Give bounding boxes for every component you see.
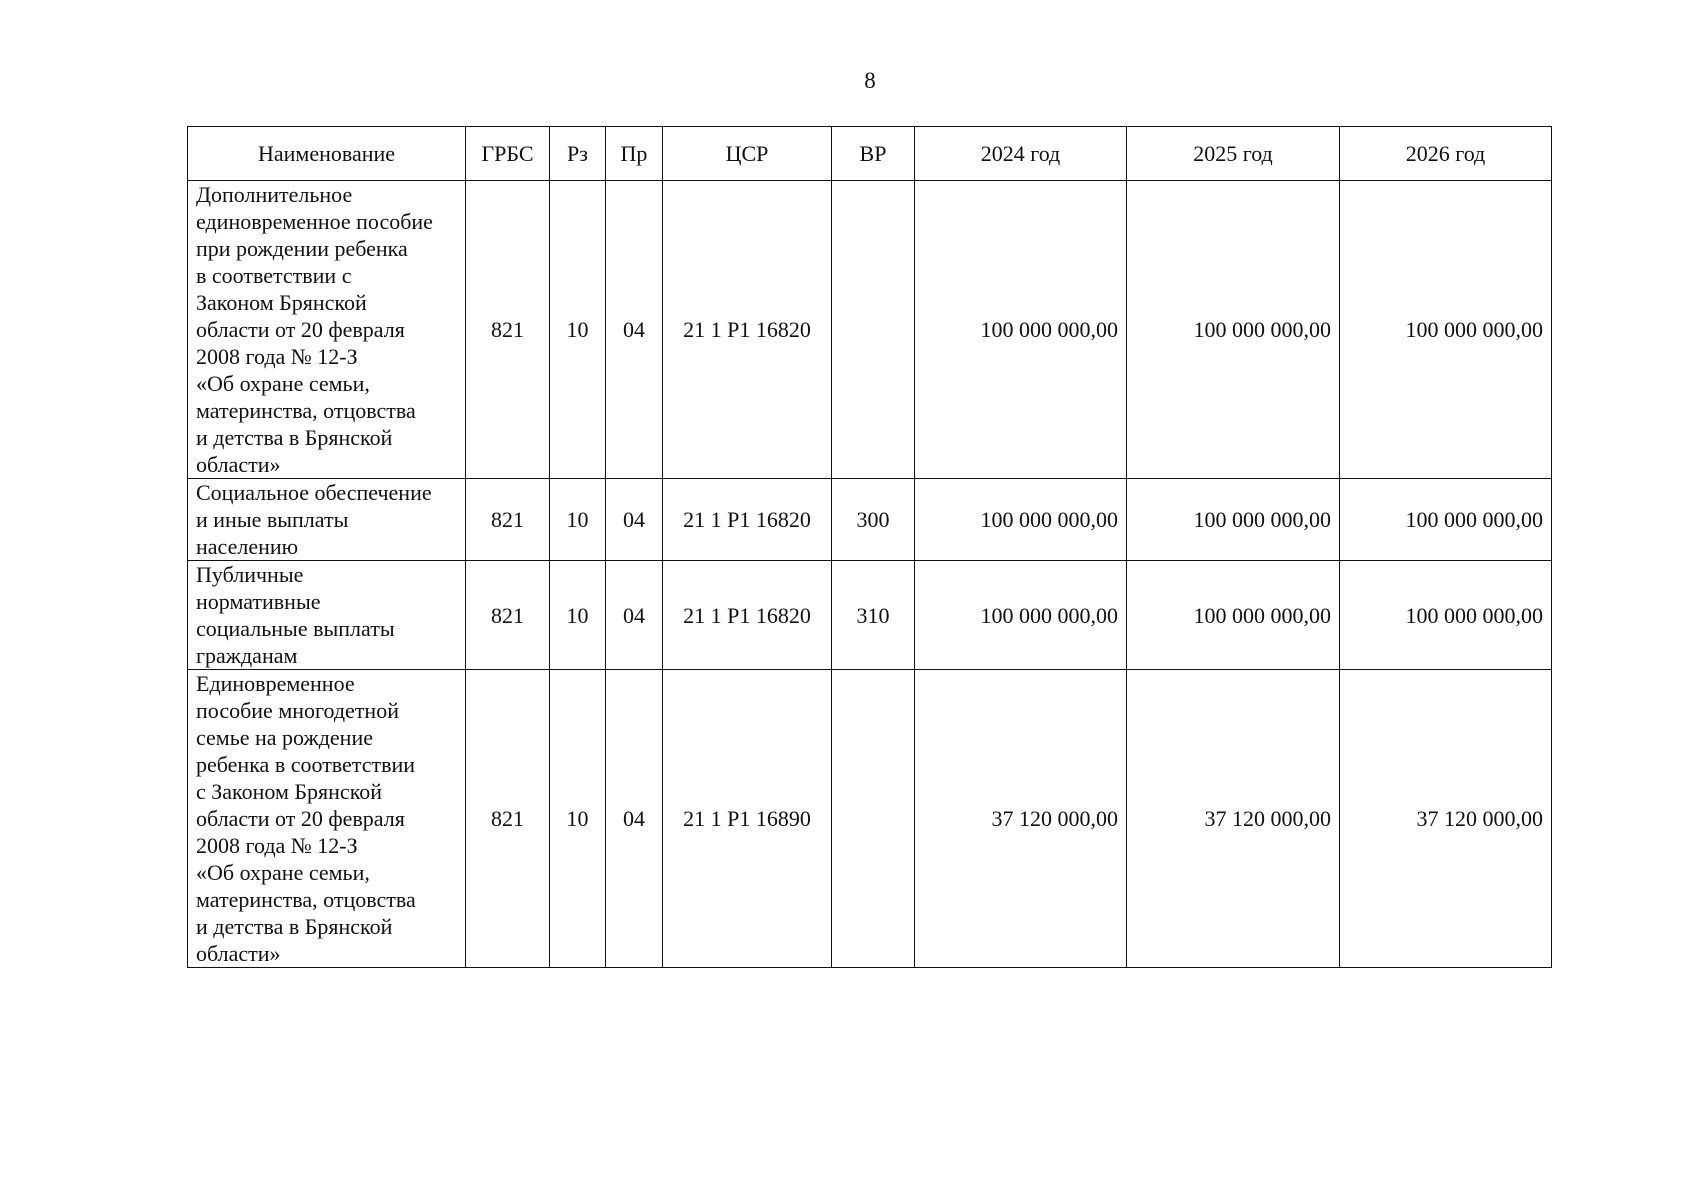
row-amount-2024: 37 120 000,00: [915, 670, 1127, 968]
header-vr: ВР: [832, 127, 915, 181]
row-amount-2024: 100 000 000,00: [915, 181, 1127, 479]
page-number: 8: [864, 68, 876, 93]
row-name: Социальное обеспечение и иные выплаты населению: [188, 479, 466, 561]
row-vr: 310: [832, 561, 915, 670]
header-2024: 2024 год: [915, 127, 1127, 181]
header-2025: 2025 год: [1127, 127, 1340, 181]
header-csr: ЦСР: [663, 127, 832, 181]
row-name: Единовременное пособие многодетной семье на рождение ребенка в соответствии с Законом Брянской области от 20 февраля 2008 года № 12-З «Об охране семьи, материнства, отцовства и детства в Брянской области»: [188, 670, 466, 968]
row-vr: [832, 670, 915, 968]
row-name: Публичные нормативные социальные выплаты гражданам: [188, 561, 466, 670]
row-amount-2024: 100 000 000,00: [915, 561, 1127, 670]
header-2026: 2026 год: [1340, 127, 1552, 181]
row-csr: 21 1 Р1 16820: [663, 181, 832, 479]
row-rz: 10: [550, 670, 606, 968]
header-rz: Рз: [550, 127, 606, 181]
header-pr: Пр: [606, 127, 663, 181]
row-pr: 04: [606, 479, 663, 561]
row-amount-2025: 100 000 000,00: [1127, 561, 1340, 670]
row-grbs: 821: [466, 181, 550, 479]
budget-table: [187, 126, 1552, 968]
row-csr: 21 1 Р1 16820: [663, 479, 832, 561]
table-row: [188, 181, 1552, 479]
table-row: [188, 670, 1552, 968]
header-name: Наименование: [188, 127, 466, 181]
table-row: [188, 561, 1552, 670]
row-amount-2025: 37 120 000,00: [1127, 670, 1340, 968]
row-pr: 04: [606, 561, 663, 670]
row-amount-2025: 100 000 000,00: [1127, 479, 1340, 561]
row-amount-2025: 100 000 000,00: [1127, 181, 1340, 479]
row-amount-2026: 100 000 000,00: [1340, 181, 1552, 479]
row-vr: [832, 181, 915, 479]
row-csr: 21 1 Р1 16890: [663, 670, 832, 968]
row-rz: 10: [550, 561, 606, 670]
row-grbs: 821: [466, 670, 550, 968]
row-vr: 300: [832, 479, 915, 561]
row-rz: 10: [550, 479, 606, 561]
header-grbs: ГРБС: [466, 127, 550, 181]
row-amount-2024: 100 000 000,00: [915, 479, 1127, 561]
table-header-row: [188, 127, 1552, 181]
row-grbs: 821: [466, 561, 550, 670]
row-rz: 10: [550, 181, 606, 479]
row-name: Дополнительное единовременное пособие при рождении ребенка в соответствии с Законом Брянской области от 20 февраля 2008 года № 12-З «Об охране семьи, материнства, отцовства и детства в Брянской области»: [188, 181, 466, 479]
row-amount-2026: 37 120 000,00: [1340, 670, 1552, 968]
row-grbs: 821: [466, 479, 550, 561]
row-csr: 21 1 Р1 16820: [663, 561, 832, 670]
row-pr: 04: [606, 181, 663, 479]
row-amount-2026: 100 000 000,00: [1340, 479, 1552, 561]
row-amount-2026: 100 000 000,00: [1340, 561, 1552, 670]
row-pr: 04: [606, 670, 663, 968]
table-row: [188, 479, 1552, 561]
